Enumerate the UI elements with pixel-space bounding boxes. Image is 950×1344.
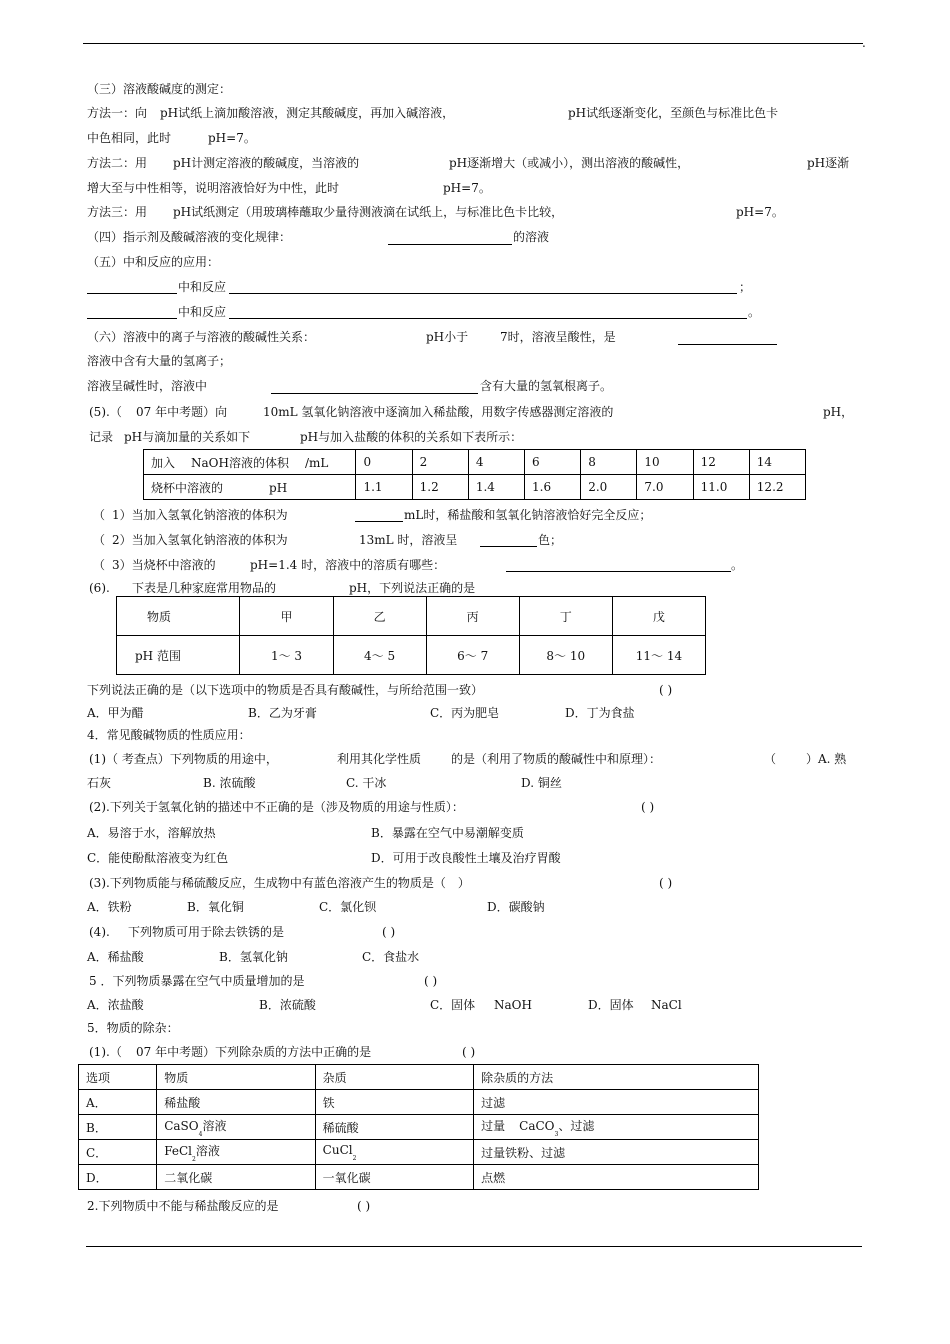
- text-line: 。: [731, 558, 744, 572]
- answer-blank[interactable]: [229, 318, 747, 319]
- text-line: 含有大量的氢氧根离子。: [480, 379, 613, 393]
- text-line: pH试纸测定（用玻璃棒蘸取少量待测液滴在试纸上，与标准比色卡比较，: [173, 205, 564, 219]
- text-line: 记录: [89, 430, 114, 444]
- answer-blank[interactable]: [87, 318, 177, 319]
- section-heading: 5．物质的除杂：: [87, 1021, 179, 1035]
- text-line: NaOH: [494, 998, 532, 1012]
- section-heading: 4．常见酸碱物质的性质应用：: [87, 728, 251, 742]
- footer-rule: [86, 1246, 862, 1247]
- table-cell: [144, 475, 356, 500]
- table-row: [79, 1090, 759, 1115]
- table-cell: 12.2: [749, 475, 805, 500]
- option-d[interactable]: D．固体: [588, 998, 634, 1012]
- question-5: (5).（: [89, 405, 122, 419]
- table-cell: B．: [79, 1115, 157, 1140]
- table-cell: 物质: [157, 1065, 315, 1090]
- cell-text: 、过滤: [558, 1118, 595, 1133]
- table-cell: 点燃: [474, 1165, 759, 1190]
- text-line: pH逐渐: [807, 156, 850, 170]
- text-line: (4).: [89, 925, 110, 939]
- table-cell: 1.2: [412, 475, 468, 500]
- text-line: 的溶液: [513, 230, 550, 244]
- text-line: （: [93, 508, 106, 522]
- answer-blank[interactable]: [480, 546, 537, 547]
- table-cell: [157, 1115, 315, 1140]
- text-line: （三）溶液酸碱度的测定：: [87, 82, 232, 96]
- text-line: 增大至与中性相等，说明溶液恰好为中性，此时: [87, 181, 340, 195]
- answer-blank[interactable]: [355, 521, 403, 522]
- table-cell: 8～ 10: [519, 636, 612, 675]
- cell-text: /mL: [304, 455, 329, 470]
- table-cell: 稀硫酸: [315, 1115, 473, 1140]
- subscript: 3: [554, 1130, 559, 1138]
- answer-paren[interactable]: ( ): [659, 876, 673, 890]
- text-line: (2).下列关于氢氧化钠的描述中不正确的是（涉及物质的用途与性质）：: [89, 800, 464, 814]
- text-line: 下表是几种家庭常用物品的: [132, 581, 277, 595]
- text-line: （六）溶液中的离子与溶液的酸碱性关系：: [87, 330, 316, 344]
- option-a[interactable]: A．稀盐酸: [87, 950, 144, 964]
- table-cell: 14: [749, 450, 805, 475]
- text-line: 2）当加入氢氧化钠溶液的体积为: [112, 533, 288, 547]
- impurity-table: [78, 1064, 759, 1190]
- option-a[interactable]: A．浓盐酸: [87, 998, 144, 1012]
- text-line: 10mL 氢氧化钠溶液中逐滴加入稀盐酸，用数字传感器测定溶液的: [263, 405, 614, 419]
- text-line: pH=7。: [736, 205, 784, 219]
- cell-text: 加入: [151, 455, 176, 470]
- option-c[interactable]: C．丙为肥皂: [430, 706, 500, 720]
- cell-text: pH: [269, 480, 288, 495]
- table-cell: [474, 1115, 759, 1140]
- subscript: 4: [198, 1130, 203, 1138]
- text-line: (1)（ 考查点）下列物质的用途中，: [89, 752, 278, 766]
- text-line: pH，下列说法正确的是: [349, 581, 476, 595]
- table-cell: 10: [637, 450, 693, 475]
- table-cell: 丙: [426, 597, 519, 636]
- table-row: [144, 450, 806, 475]
- question-6: (6).: [89, 581, 110, 595]
- text-line: 中和反应: [178, 280, 227, 294]
- option-b[interactable]: B．氢氧化钠: [219, 950, 288, 964]
- text-line: pH计测定溶液的酸碱度，当溶液的: [173, 156, 360, 170]
- option-c[interactable]: C. 干冰: [346, 776, 387, 790]
- table-cell: 6: [525, 450, 581, 475]
- formula: CuCl: [322, 1142, 353, 1157]
- option-b[interactable]: B. 浓硫酸: [203, 776, 256, 790]
- table-row: [79, 1165, 759, 1190]
- table-cell: 物质: [117, 597, 240, 636]
- option-d[interactable]: D．碳酸钠: [487, 900, 545, 914]
- answer-blank[interactable]: [388, 244, 512, 245]
- text-line: mL时，稀盐酸和氢氧化钠溶液恰好完全反应；: [404, 508, 652, 522]
- text-line: 溶液中含有大量的氢离子；: [87, 354, 232, 368]
- header-rule: [83, 43, 863, 44]
- text-line: NaCl: [651, 998, 682, 1012]
- table-cell: 2.0: [581, 475, 637, 500]
- text-line: pH与加入盐酸的体积的关系如下表所示：: [300, 430, 523, 444]
- text-line: pH试纸上滴加酸溶液，测定其酸碱度，再加入碱溶液，: [160, 106, 455, 120]
- subscript: 2: [192, 1155, 196, 1163]
- cell-text: NaOH溶液的体积: [191, 455, 289, 470]
- option-b[interactable]: B．暴露在空气中易潮解变质: [371, 826, 524, 840]
- text-line: 7时，溶液呈酸性，是: [500, 330, 616, 344]
- text-line: 利用其化学性质: [337, 752, 422, 766]
- table-row: [79, 1115, 759, 1140]
- option-c[interactable]: C．食盐水: [362, 950, 420, 964]
- option-a[interactable]: A．铁粉: [87, 900, 132, 914]
- text-line: (3).下列物质能与稀硫酸反应，生成物中有蓝色溶液产生的物质是（ ）: [89, 876, 470, 890]
- option-d[interactable]: D．丁为食盐: [565, 706, 635, 720]
- line-end-mark: 。: [748, 305, 761, 319]
- text-line: 溶液呈碱性时，溶液中: [87, 379, 208, 393]
- text-line: 方法一：向: [87, 106, 148, 120]
- table-row: [79, 1140, 759, 1165]
- table-cell: 选项: [79, 1065, 157, 1090]
- table-row: [117, 597, 706, 636]
- table-cell: 过滤: [474, 1090, 759, 1115]
- option-a[interactable]: A．易溶于水，溶解放热: [87, 826, 216, 840]
- text-line: （五）中和反应的应用：: [87, 255, 220, 269]
- table-cell: 11～ 14: [612, 636, 705, 675]
- option-b[interactable]: B．氧化铜: [187, 900, 244, 914]
- option-b[interactable]: B．乙为牙膏: [248, 706, 317, 720]
- text-line: 3）当烧杯中溶液的: [112, 558, 216, 572]
- table-cell: 6～ 7: [426, 636, 519, 675]
- answer-paren[interactable]: ( ): [382, 925, 396, 939]
- answer-paren[interactable]: （: [764, 752, 777, 766]
- table-cell: 丁: [519, 597, 612, 636]
- table-cell: 1～ 3: [240, 636, 333, 675]
- subscript: 2: [352, 1154, 357, 1162]
- formula: FeCl: [164, 1143, 193, 1158]
- table-cell: 铁: [315, 1090, 473, 1115]
- table-cell: 7.0: [637, 475, 693, 500]
- text-line: 2.下列物质中不能与稀盐酸反应的是: [87, 1199, 279, 1213]
- answer-blank[interactable]: [271, 393, 478, 394]
- text-line: 13mL 时，溶液呈: [359, 533, 458, 547]
- text-line: 方法二：用: [87, 156, 148, 170]
- option-b[interactable]: B．浓硫酸: [259, 998, 316, 1012]
- option-c[interactable]: C．能使酚酞溶液变为红色: [87, 851, 229, 865]
- table-cell: 过量铁粉、过滤: [474, 1140, 759, 1165]
- answer-paren[interactable]: ( ): [641, 800, 655, 814]
- answer-paren[interactable]: ( ): [357, 1199, 371, 1213]
- text-line: 石灰: [87, 776, 112, 790]
- answer-blank[interactable]: [229, 293, 737, 294]
- text-line: pH=7。: [443, 181, 491, 195]
- text-line: 中和反应: [178, 305, 227, 319]
- text-line: pH试纸逐渐变化，至颜色与标准比色卡: [568, 106, 779, 120]
- ph-range-table: [116, 596, 706, 675]
- text-line: pH=1.4 时，溶液中的溶质有哪些：: [250, 558, 446, 572]
- text-line: 07 年中考题）向: [136, 405, 228, 419]
- text-line: pH小于: [426, 330, 469, 344]
- text-line: 下列物质可用于除去铁锈的是: [128, 925, 285, 939]
- answer-paren[interactable]: ( ): [424, 974, 438, 988]
- table-cell: 杂质: [315, 1065, 473, 1090]
- text-line: 中色相同，此时: [87, 131, 172, 145]
- text-line: pH，: [823, 405, 854, 419]
- answer-paren[interactable]: ( ): [462, 1045, 476, 1059]
- table-cell: 11.0: [693, 475, 749, 500]
- cell-text: 溶液: [195, 1143, 220, 1158]
- line-end-mark: ；: [739, 280, 752, 294]
- table-cell: 4～ 5: [333, 636, 426, 675]
- table-cell: 8: [581, 450, 637, 475]
- table-cell: 1.4: [468, 475, 524, 500]
- text-line: pH=7。: [208, 131, 256, 145]
- table-cell: 除杂质的方法: [474, 1065, 759, 1090]
- text-line: （: [93, 558, 106, 572]
- text-line: 1）当加入氢氧化钠溶液的体积为: [112, 508, 288, 522]
- formula: CaCO: [519, 1118, 555, 1133]
- table-row: [79, 1065, 759, 1090]
- table-cell: 戊: [612, 597, 705, 636]
- answer-paren[interactable]: ( ): [659, 683, 673, 697]
- text-line: （四）指示剂及酸碱溶液的变化规律：: [87, 230, 292, 244]
- table-cell: 1.6: [525, 475, 581, 500]
- table-cell: pH 范围: [117, 636, 240, 675]
- table-cell: 甲: [240, 597, 333, 636]
- answer-blank[interactable]: [506, 571, 731, 572]
- text-line: 色；: [538, 533, 563, 547]
- text-line: pH逐渐增大（或减小），测出溶液的酸碱性，: [449, 156, 690, 170]
- table-cell: 0: [356, 450, 412, 475]
- table-row: [144, 475, 806, 500]
- text-line: 07 年中考题）下列除杂质的方法中正确的是: [136, 1045, 372, 1059]
- text-line: （: [93, 533, 106, 547]
- option-c[interactable]: C．氯化钡: [319, 900, 377, 914]
- cell-text: 溶液: [202, 1118, 227, 1133]
- table-cell: [315, 1140, 473, 1165]
- formula: CaSO: [164, 1118, 199, 1133]
- table-cell: 二氧化碳: [157, 1165, 315, 1190]
- table-row: [117, 636, 706, 675]
- table-cell: 稀盐酸: [157, 1090, 315, 1115]
- cell-text: 烧杯中溶液的: [151, 480, 224, 495]
- table-cell: D．: [79, 1165, 157, 1190]
- table-cell: A．: [79, 1090, 157, 1115]
- text-line: 下列说法正确的是（以下选项中的物质是否具有酸碱性，与所给范围一致）: [87, 683, 484, 697]
- table-cell: [157, 1140, 315, 1165]
- option-d[interactable]: D．可用于改良酸性土壤及治疗胃酸: [371, 851, 561, 865]
- table-cell: [144, 450, 356, 475]
- option-a[interactable]: ）A. 熟: [806, 752, 847, 766]
- header-rule-mark: .: [862, 36, 866, 50]
- option-c[interactable]: C．固体: [430, 998, 476, 1012]
- answer-blank[interactable]: [678, 344, 777, 345]
- table-cell: 12: [693, 450, 749, 475]
- table-cell: 4: [468, 450, 524, 475]
- table-cell: 1.1: [356, 475, 412, 500]
- cell-text: 过量: [481, 1118, 506, 1133]
- table-cell: C．: [79, 1140, 157, 1165]
- text-line: 5 ．下列物质暴露在空气中质量增加的是: [89, 974, 305, 988]
- option-d[interactable]: D. 铜丝: [521, 776, 562, 790]
- ph-data-table: [143, 449, 806, 500]
- table-cell: 乙: [333, 597, 426, 636]
- text-line: 方法三：用: [87, 205, 148, 219]
- text-line: pH与滴加量的关系如下: [124, 430, 251, 444]
- text-line: (1).（: [89, 1045, 122, 1059]
- answer-blank[interactable]: [87, 293, 177, 294]
- table-cell: 2: [412, 450, 468, 475]
- text-line: 的是（利用了物质的酸碱性中和原理）：: [451, 752, 662, 766]
- table-cell: 一氧化碳: [315, 1165, 473, 1190]
- option-a[interactable]: A．甲为醋: [87, 706, 144, 720]
